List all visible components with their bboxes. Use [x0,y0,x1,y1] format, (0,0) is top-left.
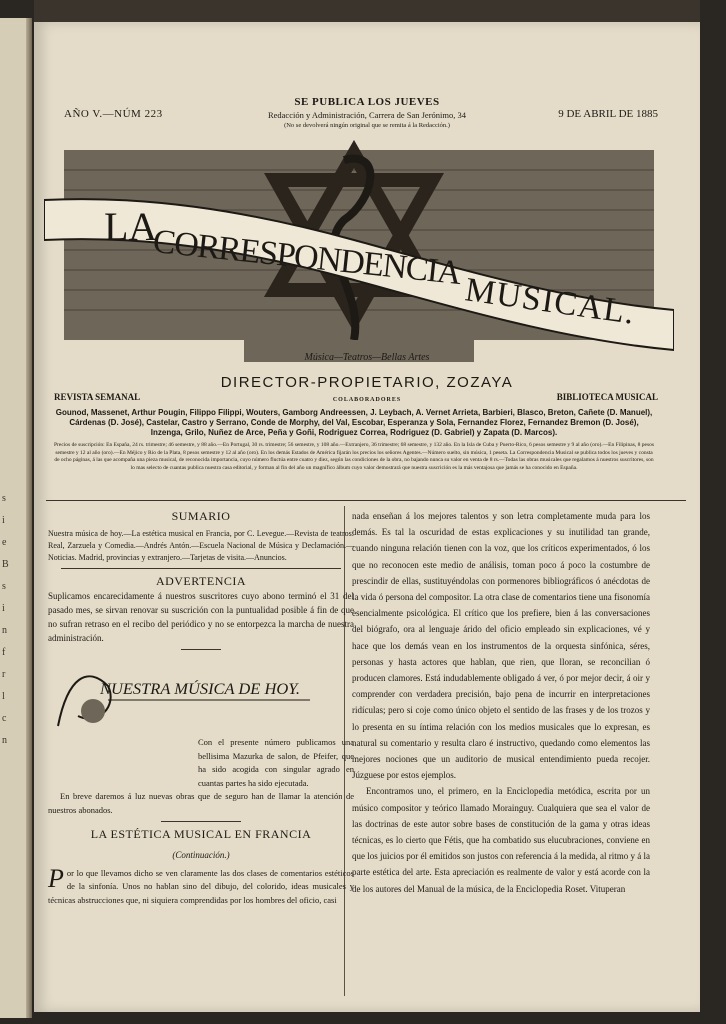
newspaper-page [34,22,700,1012]
advertencia-heading: ADVERTENCIA [155,574,247,589]
scan-top-edge [34,0,700,22]
masthead-subtitle: Música—Teatros—Bellas Artes [304,352,430,363]
sumario-text: Nuestra música de hoy.—La estética musical en Francia, por C. Levegue.—Revista de teatros: Real, Zarzuela y Comedia.—Andrés Antón.—Escuela Nacional de Música y Declamación.—Noticias. Madrid, provincias y extranjero.—Tarjetas de visita.—Anuncios. [48,529,354,563]
continuation-label: (Continuación.) [172,849,230,860]
publication-day: SE PUBLICA LOS JUEVES [294,96,440,108]
masthead-note: (No se devolverá ningún original que se remita á la Redacción.) [284,122,450,129]
issue-date: 9 DE ABRIL DE 1885 [558,108,658,120]
colaboradores-list: Gounod, Massenet, Arthur Pougin, Filippo Filippi, Wouters, Gamborg Andreessen, J. Leybach, A. Vernet Arrieta, Barbieri, Blasco, Breton, Cañete (D. Manuel), Cárdenas (D. José), Castelar, Castro y Serrano, Conde de Morphy, del Val, Escobar, Esperanza y Sola, Fernandez Florez, Fernandez Bremon (D. José), Inzenga, Grilo, Nuñez de Arce, Peña y Goñi, Rodriguez Correa, Rodriguez (D. Gabriel) y Zapata (D. Marcos). [55,408,653,437]
issue-number: AÑO V.—NÚM 223 [64,108,163,120]
divider [161,821,241,822]
revista-label: REVISTA SEMANAL [54,392,141,402]
left-page-fragments: s i e B s i n f r l c n [2,493,9,746]
left-page-edge [0,18,32,1018]
subscription-prices: Precios de suscripción: En España, 24 rs. trimestre; 46 semestre, y 88 año.—En Portugal, 30 rs. trimestre; 56 semestre, y 108 año.—Extranjero, 36 trimestre; 68 semestre, y 132 año. En la Isla de Cuba y Puerto-Rico, 6 pesos semestre y 9 al año (oro).—En Filipinas, 8 pesos semestre y 12 al año (oro).—En Méjico y Rio de la Plata, 8 pesos semestre y 12 al año (oro). En los demás Estados de América fijarán los precios los señores Agentes.—Número suelto, sin música, 1 peseta. La Correspondencia Musical se publica todos los jueves y consta de ocho páginas, á las que acompaña una pieza musical, de reconocida importancia, cuyo número fluctúa entre cuatro y diez, según las condiciones de la obra, no bajando nunca su valor en venta de 8 rs.—Todas las obras musicales que regalamos á nuestros suscritores, son lo mas selecto de cuantas publica nuestra casa editorial, y forman al fin del año un magnífico álbum cuyo valor demostrará que nuestra suscrición es la más ventajosa que jamás se ha conocido en España. [54,442,654,471]
header-rule [46,500,686,501]
director-line: DIRECTOR-PROPIETARIO, ZOZAYA [220,374,514,391]
advertencia-text: Suplicamos encarecidamente á nuestros suscritores cuyo abono terminó el 31 del pasado mes, se sirvan renovar su suscrición con la puntualidad posible á fin de que no sufran retraso en el recibo del periódico y no se entorpezca la marcha de nuestra administración. [48,591,354,644]
estetica-p1: or lo que llevamos dicho se ven claramente las dos clases de comentarios estéticos de la sinfonía. Unos no hablan sino del dibujo, del colorido, ideas musicales y técnicas abstrucciones que, ni siquiera comprendidas por los hombres del oficio, casi [48,867,354,905]
sumario-heading: SUMARIO [171,509,231,523]
divider [61,568,341,569]
masthead-title-word-1: LA [104,204,158,249]
nuestra-musica-p1: Con el presente número publicamos una bellisima Mazurka de salon, de Pfeifer, que ha sido acogida con singular agrado en cuantas partes ha sido ejecutada. [198,737,354,788]
nuestra-musica-heading: NUESTRA MÚSICA DE HOY. [100,681,295,699]
column-left [48,508,354,907]
ornament-icon [48,656,318,736]
biblioteca-label: BIBLIOTECA MUSICAL [556,392,658,402]
nuestra-musica-header [48,656,354,736]
col2-p1: nada enseñan á los mejores talentos y son letra completamente muda para los demás. Es tal la oscuridad de estas explicaciones y su inutilidad tan grande, cuando ninguna relación tienen con la voz, que los críticos experimentados, ó los que no reconocen este medio de análisis, toman poco á poco la costumbre de prescindir de ellas, sustituyéndolas con pormenores bibliográficos ó anécdotas de la vida ó persona del compositor. La otra clase de comentarios tiene una fisonomía esencialmente psicológica. El crítico que los prefiere, bien á las conversaciones del biógrafo, ora al lenguaje árido del oficio empleado sin explicaciones, vé y hace que los demás vean en los instrumentos de la orquesta sinfónica, séres, personas y hasta actores que hablan, que rien, que lloran, se reconcilian ó producen clamores. Está indudablemente obligado á ver, ó por mejor decir, á oir y comprender con verdadera precisión, bajo pena de incurrir en interpretaciones ridículas; pero si coje como único objeto el sentido de las frases y de los trozos y lo presenta en su íntima relación con los medios musicales que lo expresan, es natural su comentario y resulta claro é instructivo, quedando como elementos las mejores nociones que un auditorio de musical entendimiento pueda recojer. Júzguese por estos ejemplos. [352,511,650,781]
column-right [352,508,650,897]
col2-p2: Encontramos uno, el primero, en la Enciclopedia metódica, escrita por un músico compositor y teórico llamado Morainguy. Cualquiera que sea el valor de las doctrinas de este autor sobre bases de constitución de la gama y otras ideas técnicas, es lo cierto que Fétis, que ha combatido sus elucubraciones, conviene en que los juicios por él emitidos son justos con referencia á la medida, al ritmo y á la parte estética del arte. Esta apreciación es realmente de valor y está acorde con la de los autores del Manual de la música, de la Enciclopedia Roset. Vituperan [352,786,650,894]
nuestra-musica-p2: En breve daremos á luz nuevas obras que de seguro han de llamar la atención de nuestros abonados. [48,791,354,815]
masthead-title-word-3: MUSICAL. [462,271,637,332]
colab-heading: COLABORADORES [332,397,402,403]
masthead-banner [44,140,674,370]
estetica-heading: LA ESTÉTICA MUSICAL EN FRANCIA [90,827,312,842]
address: Redacción y Administración, Carrera de San Jerónimo, 34 [267,110,467,120]
masthead-title-word-2: CORRESPONDENCIA [151,222,464,293]
divider [181,649,221,650]
drop-cap: P [48,863,64,893]
